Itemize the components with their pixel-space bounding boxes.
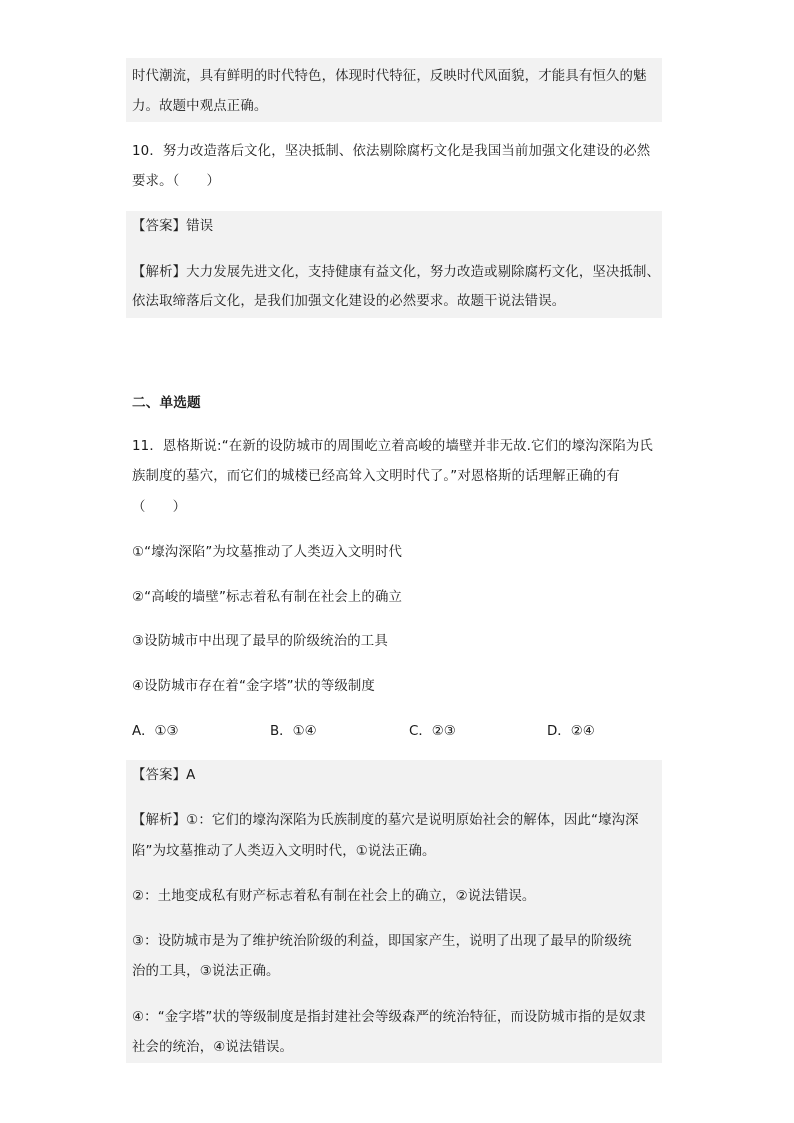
q10-analysis-line-1: 【解析】大力发展先进文化，支持健康有益文化，努力改造或剔除腐朽文化，坚决抵制、 bbox=[132, 265, 661, 280]
q11-analysis-line-5: 治的工具，③说法正确。 bbox=[132, 964, 280, 979]
q11-statement-4: ④设防城市存在着“金字塔”状的等级制度 bbox=[132, 679, 375, 694]
q11-option-c: C．②③ bbox=[409, 724, 456, 739]
q10-answer: 【答案】错误 bbox=[132, 219, 214, 234]
q11-analysis-line-7: 社会的统治，④说法错误。 bbox=[132, 1040, 294, 1055]
q11-statement-2: ②“高峻的墙壁”标志着私有制在社会上的确立 bbox=[132, 590, 403, 605]
section-title: 二、单选题 bbox=[132, 395, 201, 411]
q10-analysis-line-2: 依法取缔落后文化，是我们加强文化建设的必然要求。故题干说法错误。 bbox=[132, 294, 566, 309]
q10-stem-line-2: 要求。（ ） bbox=[132, 174, 221, 189]
q11-analysis-line-4: ③：设防城市是为了维护统治阶级的利益，即国家产生，说明了出现了最早的阶级统 bbox=[132, 934, 632, 949]
q11-analysis-line-3: ②：土地变成私有财产标志着私有制在社会上的确立，②说法错误。 bbox=[132, 889, 536, 904]
q11-stem-line-3: （ ） bbox=[132, 500, 187, 515]
q11-option-a: A．①③ bbox=[132, 724, 179, 739]
q9-analysis-line-1: 时代潮流，具有鲜明的时代特色，体现时代特征，反映时代风面貌，才能具有恒久的魅 bbox=[132, 69, 647, 84]
q11-analysis-line-6: ④：“金字塔”状的等级制度是指封建社会等级森严的统治特征，而设防城市指的是奴隶 bbox=[132, 1010, 646, 1025]
q11-option-b: B．①④ bbox=[270, 724, 317, 739]
q11-analysis-line-2: 陷”为坟墓推动了人类迈入文明时代，①说法正确。 bbox=[132, 844, 436, 859]
q11-statement-3: ③设防城市中出现了最早的阶级统治的工具 bbox=[132, 634, 388, 649]
q11-stem-line-1: 11．恩格斯说:“在新的设防城市的周围屹立着高峻的墙壁并非无故.它们的壕沟深陷为氏 bbox=[132, 439, 653, 454]
q9-analysis-line-2: 力。故题中观点正确。 bbox=[132, 99, 268, 114]
q11-stem-line-2: 族制度的墓穴，而它们的城楼已经高耸入文明时代了。”对恩格斯的话理解正确的有 bbox=[132, 469, 620, 484]
q11-analysis-line-1: 【解析】①：它们的壕沟深陷为氏族制度的墓穴是说明原始社会的解体，因此“壕沟深 bbox=[132, 813, 639, 828]
q10-stem-line-1: 10．努力改造落后文化，坚决抵制、依法剔除腐朽文化是我国当前加强文化建设的必然 bbox=[132, 144, 651, 159]
q11-answer: 【答案】A bbox=[132, 768, 196, 783]
q11-option-d: D．②④ bbox=[547, 724, 595, 739]
q11-statement-1: ①“壕沟深陷”为坟墓推动了人类迈入文明时代 bbox=[132, 545, 403, 560]
